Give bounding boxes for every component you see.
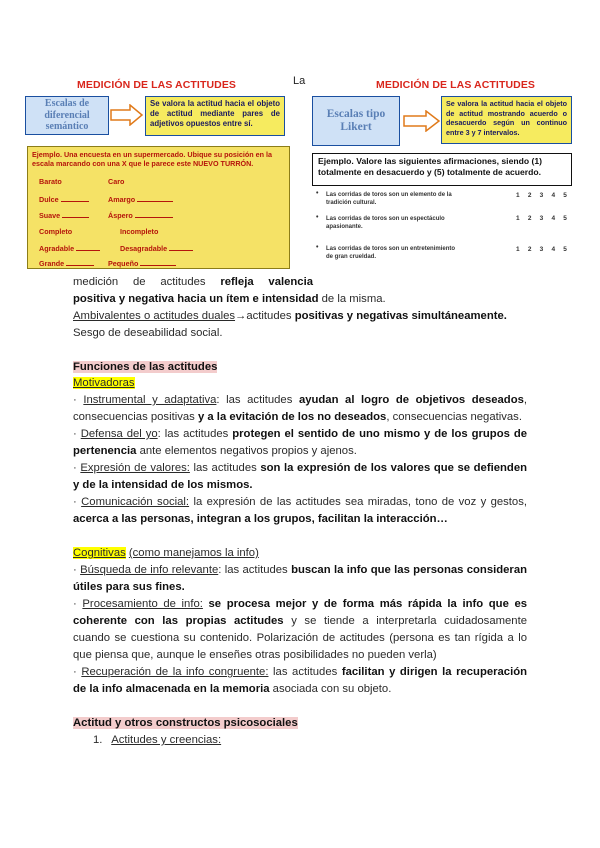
- arrow-icon: [403, 110, 441, 132]
- section-heading: Funciones de las actitudes: [73, 361, 218, 373]
- description-text: Se valora la actitud hacia el objeto de actitud mediante pares de adjetivos opuestos entre sí.: [150, 99, 280, 128]
- likert-item-text: Las corridas de toros son un espectáculo apasionante.: [326, 216, 445, 230]
- paragraph-line: pertenencia ante elementos negativos propios y ajenos.: [73, 445, 357, 457]
- example-box: [27, 146, 290, 269]
- pair-right: Caro: [108, 177, 125, 186]
- paragraph-line: · Procesamiento de info: se procesa mejor y de forma más rápida la info que es: [73, 598, 528, 610]
- slide-title: MEDICIÓN DE LAS ACTITUDES: [376, 79, 536, 91]
- likert-item: [316, 244, 456, 261]
- paragraph-line: · Defensa del yo: las actitudes protegen el sentido de uno mismo y de los grupos de: [73, 428, 528, 440]
- pair-left: Agradable: [39, 243, 100, 253]
- pair-right: Amargo: [108, 194, 173, 204]
- example-text: Ejemplo. Una encuesta en un supermercado. Ubique su posición en la escala marcando con una X que le parece este NUEVO TURRÓN.: [32, 150, 273, 168]
- likert-item-text: Las corridas de toros son un entretenimiento de gran crueldad.: [326, 246, 456, 260]
- likert-scale: 1 2 3 4 5: [516, 192, 571, 199]
- example-box: [312, 153, 572, 186]
- likert-scale: 1 2 3 4 5: [516, 246, 571, 253]
- subheading: Motivadoras: [73, 377, 135, 389]
- scale-box: [312, 96, 400, 146]
- paragraph-line: coherente con las propias actitudes y se tiende a interpretarla cuidadosamente: [73, 615, 528, 627]
- bullet-icon: •: [316, 190, 319, 197]
- paragraph-line: Ambivalentes o actitudes duales→actitudes positivas y negativas simultáneamente.: [73, 310, 507, 322]
- scale-box: [25, 96, 109, 135]
- pair-right: Áspero: [108, 210, 173, 220]
- paragraph-line: que piensa que, aunque le enseñes otras posibilidades no pueden verla): [73, 649, 437, 661]
- paragraph-line: · Expresión de valores: las actitudes son la expresión de los valores que se defienden: [73, 462, 528, 474]
- list-item-text: Actitudes y creencias:: [111, 734, 222, 746]
- scale-box-label: Escalas tipo Likert: [326, 108, 386, 133]
- bullet-icon: •: [316, 214, 319, 221]
- pair-right: Desagradable: [120, 243, 193, 253]
- paragraph-line: y de la intensidad de los mismos.: [73, 479, 253, 491]
- likert-scale: 1 2 3 4 5: [516, 215, 571, 222]
- paragraph-line: · Instrumental y adaptativa: las actitudes ayudan al logro de objetivos deseados,: [73, 394, 528, 406]
- example-text: Ejemplo. Valore las siguientes afirmaciones, siendo (1) totalmente en desacuerdo y (5) totalmente de acuerdo.: [318, 156, 542, 177]
- stray-word: La: [293, 75, 306, 87]
- pair-left: Dulce: [39, 194, 89, 204]
- scale-box-label: Escalas de diferencial semántico: [44, 98, 90, 133]
- pair-left: Suave: [39, 210, 89, 220]
- list-number: 1.: [93, 734, 103, 746]
- likert-item: [316, 190, 456, 207]
- likert-item: [316, 214, 456, 231]
- paragraph-line: de la info almacenada en la memoria asociada con su objeto.: [73, 683, 392, 695]
- numbered-list-item: [93, 733, 493, 748]
- slide-likert: [310, 73, 578, 273]
- paragraph-line: medición de actitudes refleja valencia: [73, 276, 313, 288]
- term-ambivalentes: Ambivalentes o actitudes duales: [73, 310, 236, 322]
- pair-right: Pequeño: [108, 258, 176, 268]
- paragraph-line: consecuencias positivas y a la evitación de los no deseados, consecuencias negativas.: [73, 411, 522, 423]
- description-text: Se valora la actitud hacia el objeto de actitud mostrando acuerdo o desacuerdo según un continuo entre 3 y 7 intervalos.: [446, 99, 567, 137]
- description-box: [145, 96, 285, 136]
- slide-semantic-differential: [25, 73, 293, 273]
- pair-right: Incompleto: [120, 227, 159, 236]
- arrow-icon: [110, 104, 144, 126]
- likert-item-text: Las corridas de toros son un elemento de la tradición cultural.: [326, 192, 452, 206]
- paragraph-line: acerca a las personas, integran a los grupos, facilitan la interacción…: [73, 513, 448, 525]
- paragraph-line: positiva y negativa hacia un ítem e intensidad de la misma.: [73, 293, 386, 305]
- bullet-icon: •: [316, 244, 319, 251]
- paragraph-line: · Comunicación social: la expresión de las actitudes sea miradas, tono de voz y gestos,: [73, 496, 528, 508]
- pair-left: Completo: [39, 227, 73, 236]
- pair-left: Grande: [39, 258, 94, 268]
- paragraph-line: Sesgo de deseabilidad social.: [73, 327, 223, 339]
- subheading: Cognitivas (como manejamos la info): [73, 547, 259, 559]
- paragraph-line: cuando se cuestiona su contenido. Polarización de actitudes (persona es tan rígida a lo: [73, 632, 527, 644]
- description-box: [441, 96, 572, 144]
- pair-left: Barato: [39, 177, 62, 186]
- paragraph-line: · Recuperación de la info congruente: las actitudes facilitan y dirigen la recuperación: [73, 666, 528, 678]
- section-heading: Actitud y otros constructos psicosociales: [73, 717, 298, 729]
- paragraph-line: útiles para sus fines.: [73, 581, 185, 593]
- slide-title: MEDICIÓN DE LAS ACTITUDES: [77, 79, 237, 91]
- paragraph-line: · Búsqueda de info relevante: las actitudes buscan la info que las personas consideran: [73, 564, 528, 576]
